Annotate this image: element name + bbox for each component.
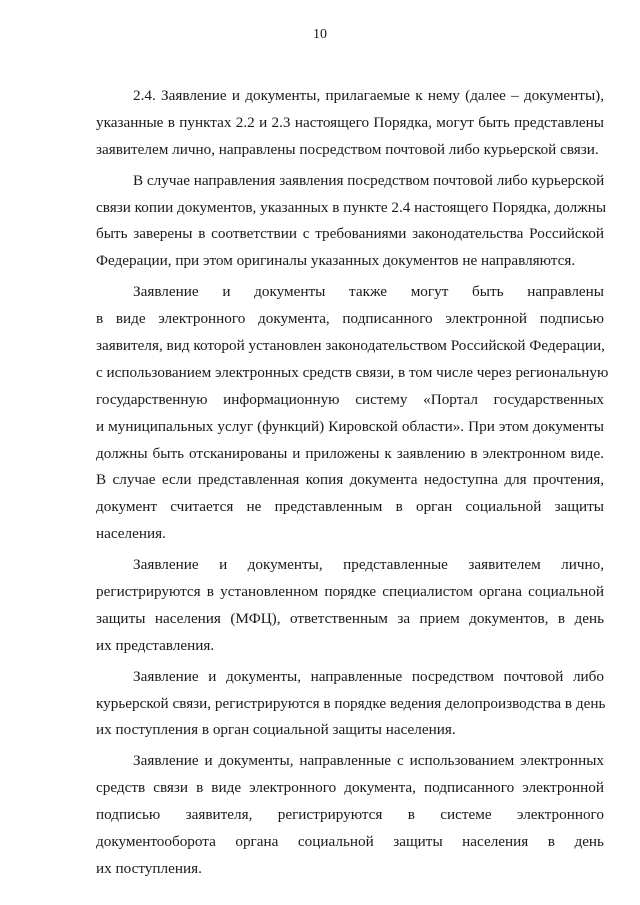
text-line: населения. xyxy=(96,525,166,543)
paragraph-mail-copies xyxy=(96,168,607,276)
text-line: документ считается не представленным в орган социальной защиты xyxy=(96,498,604,516)
text-line: защиты населения (МФЦ), ответственным за прием документов, в день xyxy=(96,609,604,627)
paragraph-2-4 xyxy=(96,83,604,164)
document-body xyxy=(96,83,609,883)
text-line: Заявление и документы, направленные с использованием электронных xyxy=(133,752,604,770)
text-line: с использованием электронных средств связи, в том числе через региональную xyxy=(96,363,609,381)
text-line: их представления. xyxy=(96,636,215,654)
text-line: быть заверены в соответствии с требованиями законодательства Российской xyxy=(96,225,604,243)
text-line: их поступления. xyxy=(96,859,202,877)
text-line: регистрируются в установленном порядке специалистом органа социальной xyxy=(96,583,604,601)
text-line: должны быть отсканированы и приложены к заявлению в электронном виде. xyxy=(96,444,604,462)
text-line: и муниципальных услуг (функций) Кировской области». При этом документы xyxy=(96,417,604,435)
text-line: заявителя, вид которой установлен законодательством Российской Федерации, xyxy=(96,337,605,355)
paragraph-mail-registration xyxy=(96,664,604,745)
text-line: курьерской связи, регистрируются в порядке ведения делопроизводства в день xyxy=(96,694,606,712)
text-line: заявителем лично, направлены посредством почтовой либо курьерской связи. xyxy=(96,140,599,158)
text-line: подписью заявителя, регистрируются в системе электронного xyxy=(96,806,604,824)
page-number: 10 xyxy=(313,27,327,42)
text-line: в виде электронного документа, подписанного электронной подписью xyxy=(96,310,604,328)
text-line: Заявление и документы также могут быть направлены xyxy=(133,283,604,301)
text-line: средств связи в виде электронного документа, подписанного электронной xyxy=(96,779,604,797)
text-line: документооборота органа социальной защиты населения в день xyxy=(96,833,604,851)
paragraph-electronic-registration xyxy=(96,748,604,882)
text-line: Заявление и документы, направленные посредством почтовой либо xyxy=(133,667,604,685)
text-line: их поступления в орган социальной защиты населения. xyxy=(96,721,456,739)
text-line: В случае направления заявления посредством почтовой либо курьерской xyxy=(133,171,605,189)
paragraph-electronic-submission xyxy=(96,279,609,548)
text-line: указанные в пунктах 2.2 и 2.3 настоящего Порядка, могут быть представлены xyxy=(96,113,604,131)
paragraph-personal-registration xyxy=(96,552,604,660)
text-line: Заявление и документы, представленные заявителем лично, xyxy=(133,556,604,574)
text-line: государственную информационную систему «Портал государственных xyxy=(96,390,604,408)
text-line: 2.4. Заявление и документы, прилагаемые к нему (далее – документы), xyxy=(133,87,604,104)
text-line: связи копии документов, указанных в пункте 2.4 настоящего Порядка, должны xyxy=(96,198,607,216)
text-line: В случае если представленная копия документа недоступна для прочтения, xyxy=(96,471,604,489)
text-line: Федерации, при этом оригиналы указанных документов не направляются. xyxy=(96,252,576,270)
